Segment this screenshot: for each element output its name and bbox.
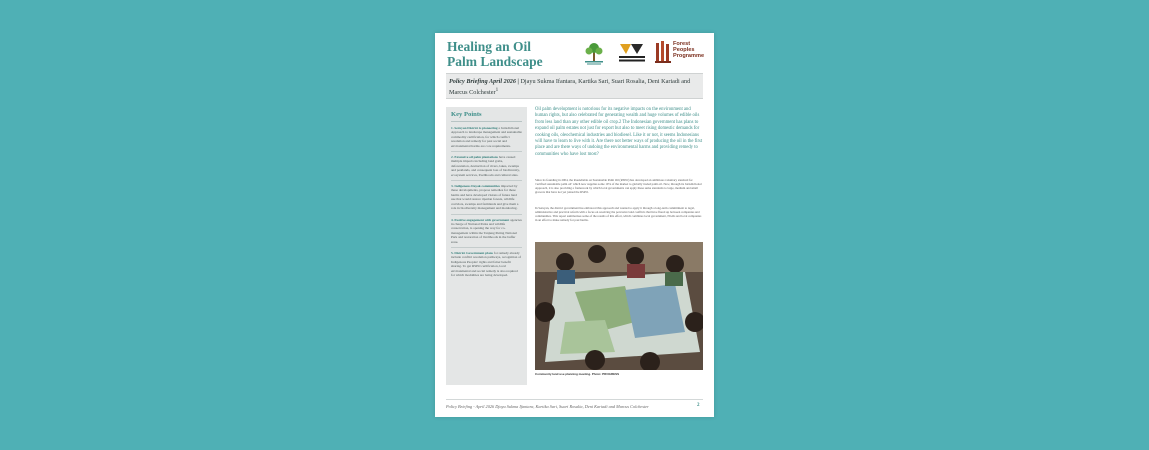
key-point: 3. Indigenous Dayak communities impacted by these developments, propose remedies for these harms and have developed visions of future land use that would restore riparian forests, wildlife corridors, swamps and farmlands and give them a role in biodiversity management and monitoring. <box>451 184 522 214</box>
key-point: 4. Positive engagement with government agencies in charge of National Parks and wildlife conservation, is opening the way for co-management within the Tanjung Puting National Park and restoration of livelihoods in the buffer zone. <box>451 218 522 248</box>
key-point: 2. Extensive oil palm plantations have caused multiple impacts including land grabs, deforestation, destruction of rivers, lakes, swamps and peatlands, and consequent loss of biodiversity, ecosystem services, livelihoods and cultural sites. <box>451 155 522 181</box>
sawit-kita-logo-icon <box>617 42 647 64</box>
byline-authors: Djayu Sukma Ifantara, Kartika Sari, Suari Rosalia, Deni Kariadi and Marcus Colchester <box>449 78 691 97</box>
title-line-2: Palm Landscape <box>447 54 543 69</box>
community-meeting-photo <box>535 242 703 370</box>
partner-logos <box>581 40 707 68</box>
title-line-1: Healing an Oil <box>447 39 532 54</box>
fpp-trees-icon <box>655 41 671 63</box>
byline-footnote: 1 <box>495 87 499 93</box>
document-page <box>435 33 714 417</box>
key-point: 1. Seruyan District is pioneering a Jurisdictional Approach to landscape management and sustainable commodity certification, for which conflict resolution and remedy for past social and environmental harms are core requirements. <box>451 126 522 152</box>
body-paragraph: In Seruyan, the district government has embraced this approach and wanted to apply it through a long-term commitment to legal, administrative and practical reform with a focus on resolving the pervasive land conflicts that have flared up between companies and communities. This report summarises some of the results of this effort, which combines local government, NGOs and local companies in an effort to make remedy for past harms. <box>535 206 702 222</box>
body-paragraph: Since its founding in 2004, the Roundtable on Sustainable Palm Oil (RSPO) has developed an ambitious voluntary standard for 'certified sustainable palm oil' which now supplies some 19% of the market to globally traded palm oil. Now, through its Jurisdictional Approach, it is also providing a framework by which local governments can apply these same standards to large, medium and small growers that have not yet joined the RSPO. <box>535 178 702 194</box>
footer-text: Policy Briefing - April 2026 Djayu Sukma Ifantara, Kartika Sari, Suari Rosalia, Deni Kariadi and Marcus Colchester <box>446 404 649 409</box>
document-title <box>447 39 567 69</box>
fpp-logo-text: Forest Peoples Programme <box>673 41 705 60</box>
tree-logo-icon <box>581 40 607 66</box>
photo-caption: Community land use planning meeting. Photo: PROGRESS <box>535 372 620 376</box>
footer-divider <box>446 399 703 400</box>
fpp-logo <box>655 41 707 67</box>
page-number: 2 <box>697 403 700 408</box>
key-points-sidebar <box>446 107 527 385</box>
byline-label: Policy Briefing April 2026 | <box>449 78 519 85</box>
photo-illustration <box>535 242 703 370</box>
byline <box>446 73 703 99</box>
key-points-title: Key Points <box>451 111 522 122</box>
key-point: 5. District Government plans for remedy already include conflict resolution pathways, recognition of Indigenous Peoples' rights and fairer benefit sharing. To get RSPO certification, local environmental and social remedy is also required for which modalities are being developed. <box>451 250 522 277</box>
intro-paragraph: Oil palm development is notorious for its negative impacts on the environment and human rights, but also celebrated for generating wealth and huge volumes of edible oils from less land than any other edible oil crop.2 The Indonesian government has plans to expand oil palm estates not just for export but also to meet rising domestic demands for cooking oils, oleochemical industries and biodiesel. Like it or not, it seems Indonesians will have to learn to live with it. Are there not better ways of producing the oil in the first place and are there ways of undoing the environmental harms and providing remedy to communities who have lost most? <box>535 107 703 157</box>
